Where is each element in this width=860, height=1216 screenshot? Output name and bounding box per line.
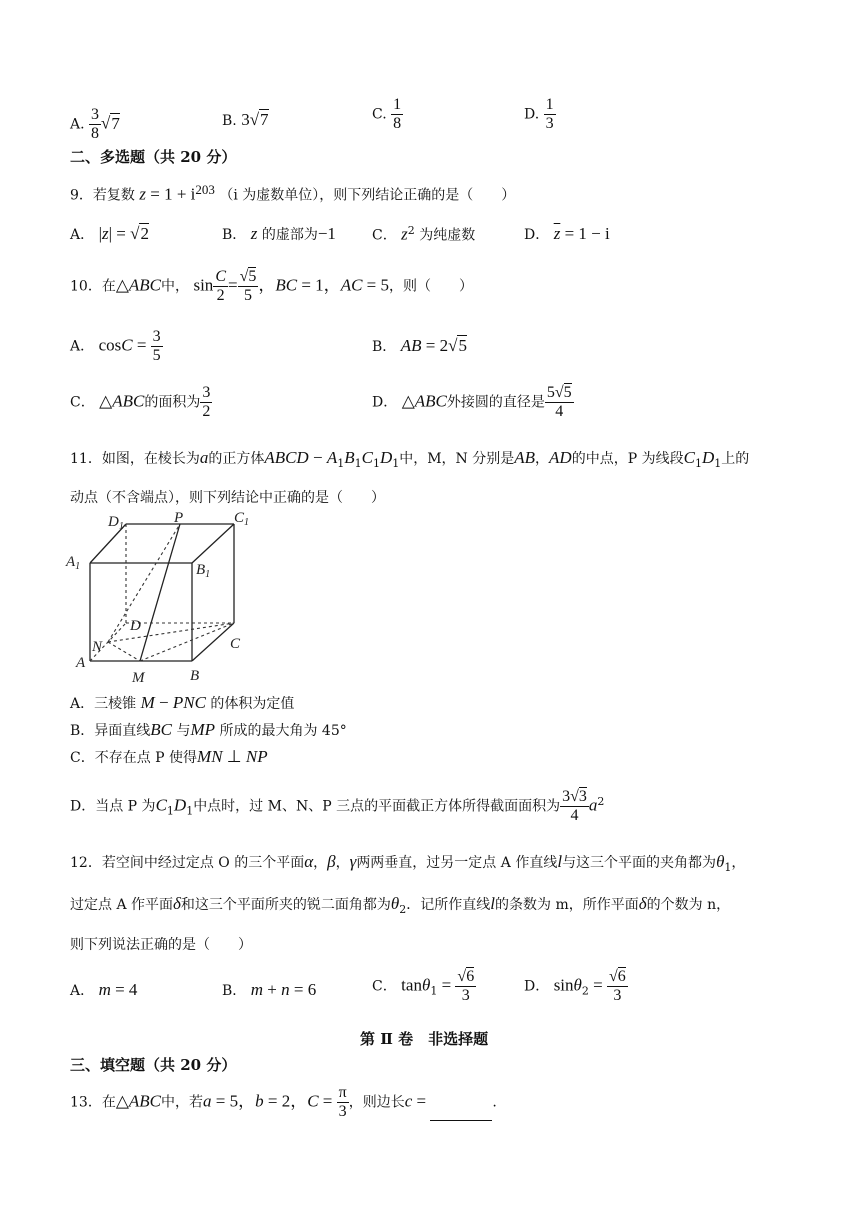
q11-option-a: A．三棱锥 M − PNC 的体积为定值 [70,693,295,712]
q11-option-b: B．异面直线BC 与MP 所成的最大角为 45° [70,720,347,739]
label-c: C [230,636,241,652]
question-13: 13．在△ABC中，若a = 5，b = 2，C = $\frac{\pi}{3}$ ，则边长c = . [70,1084,497,1120]
fraction: $\frac{3}{8}$ [91,106,100,142]
label-b1: $B_1$ [196,562,211,580]
q9-option-d: D． $\overline{z} = 1 - i$ [524,224,610,243]
answer-blank[interactable] [430,1106,492,1121]
q10-option-c: C． △ABC的面积为 $\frac{3}{2}$ [70,384,211,420]
label-m: M [132,670,145,686]
q12-option-d: D． sinθ$_2$ = $\frac{√6}{3}$ [524,968,626,1004]
question-12-line2: 过定点 A 作平面δ和这三个平面所夹的锐二面角都为$\theta_2$．记所作直线l的条数为 m，所作平面δ的个数为 n， [70,894,731,916]
question-10: 10．在△ABC中， sin $\frac{C}{2}$ = $\frac{√5}{5}$ ，BC = 1，AC = 5，则（ ） [70,268,474,304]
cube-figure [62,508,262,688]
q11-option-c: C．不存在点 P 使得MN ⊥ NP [70,747,268,766]
q10-option-a: A． cosC = $\frac{3}{5}$ [70,328,161,364]
option-label: C. [372,106,387,123]
q9-option-b: B． z 的虚部为−1 [222,224,336,243]
section-title: 二、多选题（共 20 分） [70,148,237,166]
label-n: N [92,639,103,655]
q8-option-c: C. $\frac{1}{8}$ [372,96,402,132]
label-d1: $D_1$ [108,514,124,532]
q8-option-b: B. 3√7 [222,110,269,129]
q12-option-a: A． m = 4 [70,980,138,999]
q12-option-c: C． tanθ$_1$ = $\frac{√6}{3}$ [372,968,475,1004]
question-9: 9．若复数 $z = 1 + i^{203}$ （i 为虚数单位），则下列结论正确的是（ ） [70,182,516,204]
question-11-line1: 11．如图，在棱长为a的正方体ABCD − $A_1B_1C_1D_1$中，M，N 分别是AB，AD的中点，P 为线段$C_1D_1$上的 [70,448,750,470]
option-label: D. [524,106,540,123]
label-d: D [130,618,141,634]
question-11-line2: 动点（不含端点），则下列结论中正确的是（ ） [70,490,385,506]
label-c1: $C_1$ [234,510,250,528]
label-p: P [174,510,184,526]
option-label: A. [70,116,85,133]
q10-option-b: B． AB = 2√5 [372,336,467,355]
q10-option-d: D． △ABC外接圆的直径是 $\frac{5√5}{4}$ [372,384,572,420]
q9-option-c: C． $z^2$ 为纯虚数 [372,224,476,244]
q8-option-a: A. $\frac{3}{8}$ √7 [70,106,120,142]
part-title: 第 Ⅱ 卷 非选择题 [360,1030,489,1048]
section-title: 三、填空题（共 20 分） [70,1056,237,1074]
q12-option-b: B． m + n = 6 [222,980,317,999]
q11-option-d: D．当点 P 为$C_1D_1$中点时，过 M、N、P 三点的平面截正方体所得截面面积为 $\frac{3√3}{4}$ $a^2$ [70,788,605,824]
label-a1: $A_1$ [66,554,81,572]
q8-option-d: D. $\frac{1}{3}$ [524,96,554,132]
label-a: A [76,655,86,671]
question-12-line3: 则下列说法正确的是（ ） [70,937,252,953]
q9-option-a: A． |z| = √2 [70,224,149,243]
option-label: B. [222,113,237,129]
question-12-line1: 12．若空间中经过定点 O 的三个平面α，β，γ两两垂直，过另一定点 A 作直线l与这三个平面的夹角都为$\theta_1$， [70,852,746,874]
label-b: B [190,668,200,684]
